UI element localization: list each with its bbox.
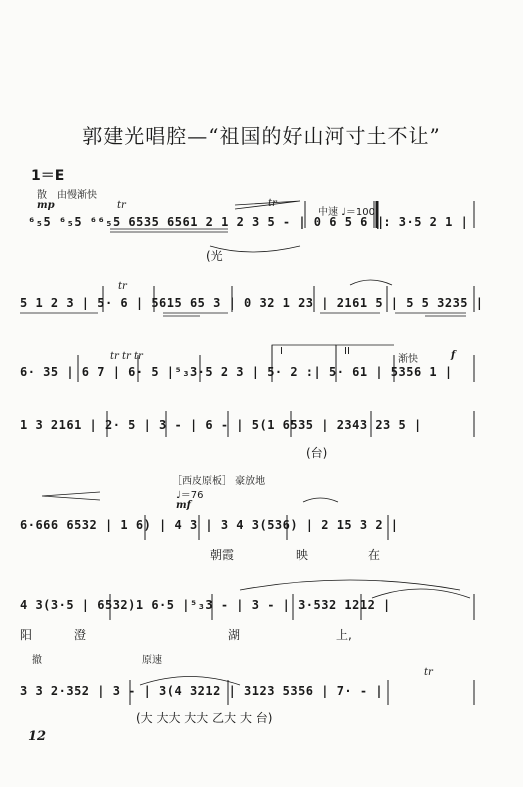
lyric-syllable: 映 (296, 548, 309, 562)
dynamic-mf: mf (176, 500, 191, 511)
lyric-syllable: 阳 (20, 628, 33, 642)
notation-row: 5 1 2 3 | 5· 6 | 5615 65 3 | 0 32 1 23 | 2161 5 | 5 5 3235 | (20, 296, 484, 310)
lyric-syllable: 上, (336, 628, 352, 642)
trill-mark: tr (268, 198, 277, 209)
page-title: 郭建光唱腔—“祖国的好山河寸土不让” (82, 124, 441, 148)
lyric-syllable: 澄 (74, 628, 87, 642)
key-signature: 1＝E (31, 168, 65, 184)
lyric-syllable: 湖 (228, 628, 241, 642)
lyric-syllable: 在 (368, 548, 381, 562)
notation-row: ⁶₅5 ⁶₅5 ⁶⁶₅5 6535 6561 2 1 2 3 5 - | 0 6 5 6 ‖: 3·5 2 1 | (28, 215, 469, 229)
direction-che: 撤 (32, 655, 42, 666)
notation-row: 6·666 6532 | 1 6) | 4 3 | 3 4 3(536) | 2 15 3 2 | (20, 518, 399, 532)
trill-mark: tr (118, 281, 127, 292)
dynamic-f: f (451, 350, 456, 361)
notation-row: 6· 35 | 6 7 | 6· 5 |⁵₃3·5 2 3 | 5· 2 :| 5· 61 | 5356 1 | (20, 365, 453, 379)
percussion-lyric: (大 大大 大大 乙大 大 台) (136, 711, 273, 725)
dynamic-mp: mp (37, 200, 55, 211)
volta-two: II (344, 346, 350, 357)
tempo-direction: 原速 (142, 655, 162, 666)
trill-mark: tr (117, 200, 126, 211)
trill-mark: tr tr tr (110, 351, 143, 362)
notation-row: 1 3 2161 | 2· 5 | 3 - | 6 - | 5(1 6535 | 2343 23 5 | (20, 418, 422, 432)
lyric-paren: (光 (206, 249, 223, 263)
tempo-direction: 散 由慢渐快 (37, 190, 97, 201)
notation-row: 4 3(3·5 | 6532)1 6·5 |⁵₃3 - | 3 - | 3·532 1212 | (20, 598, 391, 612)
lyric-paren: (台) (306, 446, 328, 460)
notation-row: 3 3 2·352 | 3 - | 3(4 3212 | 3123 5356 | 7· - | (20, 684, 384, 698)
volta-one: I (280, 346, 283, 357)
section-heading: ［西皮原板］ 豪放地 (172, 476, 266, 487)
trill-mark: tr (424, 667, 433, 678)
tempo-direction: 渐快 (398, 354, 418, 365)
tempo-marking: ♩＝76 (176, 490, 204, 501)
tempo-marking: 中速 ♩＝100 (318, 207, 375, 218)
lyric-syllable: 朝霞 (210, 548, 235, 562)
page-number: 12 (28, 729, 47, 744)
